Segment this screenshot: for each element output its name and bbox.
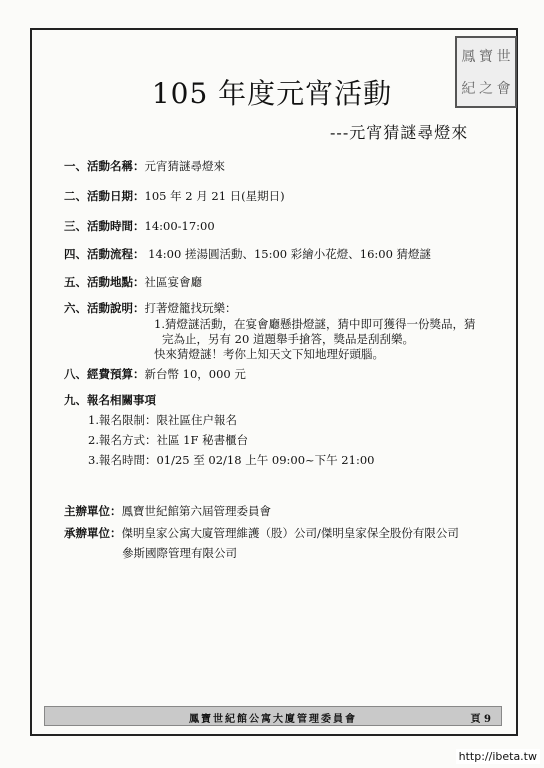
- item-label: 二、活動日期：: [64, 189, 145, 203]
- co-organizer-value-2: 參斯國際管理有限公司: [122, 546, 237, 560]
- item-label: 八、經費預算：: [64, 367, 145, 381]
- item-location: [64, 274, 202, 290]
- seal-char: 鳳: [461, 49, 476, 66]
- item-budget: [64, 366, 246, 382]
- description-line: 快來猜燈謎！考你上知天文下知地理好頭腦。: [154, 347, 384, 361]
- page-title: 105 年度元宵活動: [151, 77, 393, 110]
- item-value: 14:00 搓湯圓活動、15:00 彩繪小花燈、16:00 猜燈謎: [144, 247, 432, 261]
- seal-char: 會: [496, 80, 511, 97]
- item-value: 打著燈籠找玩樂：: [144, 301, 237, 315]
- seal-char: 紀: [461, 80, 476, 97]
- section-heading: 九、報名相關事項: [64, 393, 156, 407]
- item-label: 一、活動名稱：: [64, 159, 145, 173]
- registration-line: 1.報名限制：限社區住户報名: [88, 413, 237, 427]
- registration-heading: [64, 392, 156, 408]
- item-description: [64, 300, 237, 316]
- item-date: [64, 188, 285, 204]
- page-subtitle: ---元宵猜謎尋燈來: [330, 123, 469, 142]
- item-value: 14:00-17:00: [144, 219, 215, 233]
- footer-bar: [44, 706, 502, 726]
- description-line: 完為止，另有 20 道題舉手搶答，獎品是刮刮樂。: [162, 332, 414, 346]
- organizer-value: 鳳寶世紀館第六屆管理委員會: [121, 504, 271, 518]
- registration-line: 2.報名方式：社區 1F 秘書櫃台: [88, 433, 249, 447]
- co-organizer-value: 傑明皇家公寓大廈管理維護（股）公司/傑明皇家保全股份有限公司: [121, 526, 459, 540]
- organizer-label: 主辦單位：: [64, 504, 122, 518]
- organizer: [64, 503, 271, 519]
- seal-char: 之: [478, 80, 493, 97]
- item-label: 六、活動說明：: [64, 301, 145, 315]
- item-label: 三、活動時間：: [64, 219, 145, 233]
- item-value: 105 年 2 月 21 日(星期日): [144, 189, 285, 203]
- description-line: 1.猜燈謎活動，在宴會廳懸掛燈謎，猜中即可獲得一份獎品，猜: [154, 317, 476, 331]
- seal-char: 寶: [478, 49, 493, 66]
- page-number: 頁 9: [470, 714, 491, 725]
- item-value: 新台幣 10，000 元: [144, 367, 246, 381]
- item-value: 元宵猜謎尋燈來: [144, 159, 225, 173]
- watermark: http://ibeta.tw: [456, 749, 540, 764]
- item-label: 四、活動流程：: [64, 247, 145, 261]
- item-label: 五、活動地點：: [64, 275, 145, 289]
- registration-line: 3.報名時間：01/25 至 02/18 上午 09:00~下午 21:00: [88, 453, 375, 467]
- seal-char: 世: [496, 49, 511, 66]
- item-process: [64, 246, 431, 262]
- co-organizer-label: 承辦單位：: [64, 526, 122, 540]
- item-value: 社區宴會廳: [144, 275, 202, 289]
- footer-text: 鳳寶世紀館公寓大廈管理委員會: [189, 714, 357, 725]
- co-organizer: [64, 525, 459, 541]
- item-name: [64, 158, 225, 174]
- item-time: [64, 218, 215, 234]
